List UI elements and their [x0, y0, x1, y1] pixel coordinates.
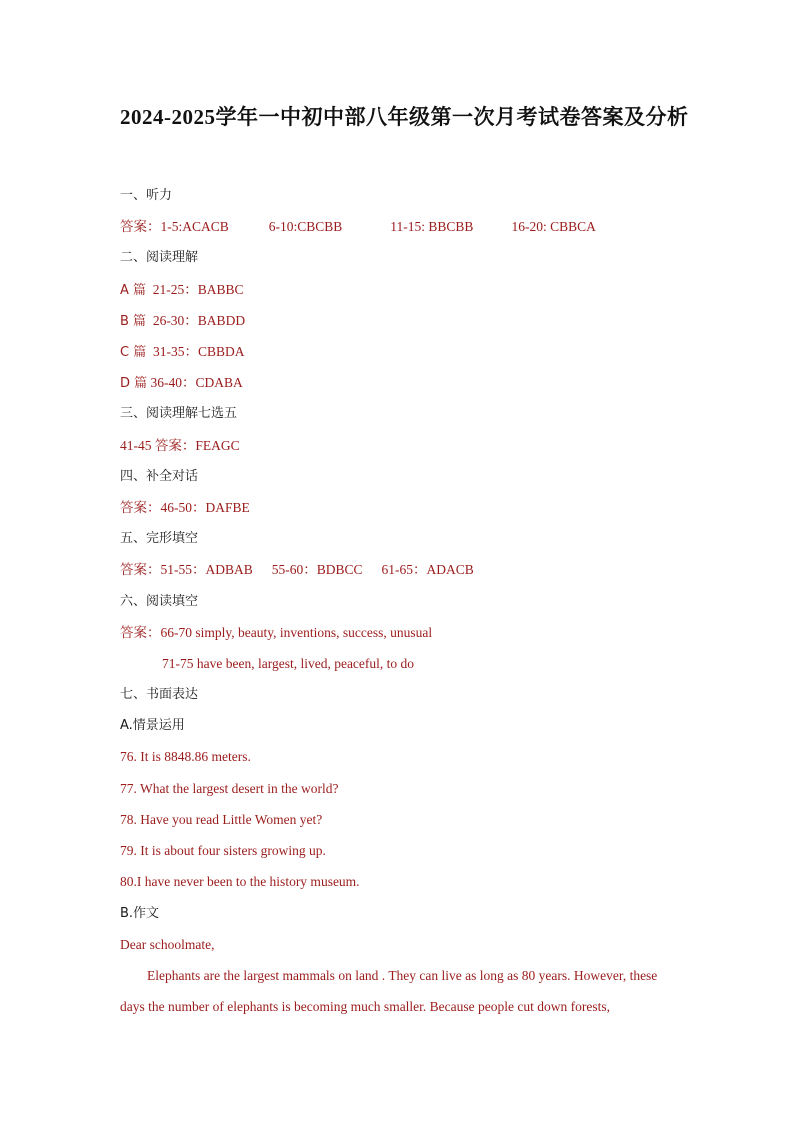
- cloze-answer-61-65: 61-65：ADACB: [381, 562, 474, 577]
- section-heading-seven-five: 三、阅读理解七选五: [120, 406, 238, 421]
- reading-passage-d: [120, 373, 243, 394]
- fill-answers-66-70: 答案：66-70 simply, beauty, inventions, success, unusual: [120, 625, 433, 640]
- cloze-answers: [120, 560, 474, 580]
- cloze-answer-55-60: 55-60：BDBCC: [271, 562, 363, 577]
- subsection-label-b: B.作文: [120, 906, 160, 921]
- document-title: 2024-2025学年一中初中部八年级第一次月考试卷答案及分析: [120, 105, 689, 129]
- passage-label-b: B 篇: [120, 314, 147, 329]
- seven-five-answers: 41-45 答案：FEAGC: [120, 438, 240, 453]
- passage-label-c: C 篇: [120, 345, 147, 360]
- answer-79: 79. It is about four sisters growing up.: [120, 843, 326, 858]
- passage-answer-c: 31-35：CBBDA: [152, 344, 245, 359]
- passage-answer-a: 21-25：BABBC: [152, 282, 244, 297]
- listening-answer-6-10: 6-10:CBCBB: [268, 219, 343, 234]
- section-heading-dialogue: 四、补全对话: [120, 469, 199, 484]
- listening-answer-1-5: 答案：1-5:ACACB: [120, 219, 229, 234]
- passage-answer-b: 26-30：BABDD: [152, 313, 246, 328]
- answer-77: 77. What the largest desert in the world?: [120, 781, 339, 796]
- answer-80: 80.I have never been to the history museum.: [120, 874, 360, 889]
- essay-greeting: Dear schoolmate,: [120, 937, 215, 952]
- passage-label-d: D 篇: [120, 376, 148, 391]
- listening-answer-16-20: 16-20: CBBCA: [511, 219, 596, 234]
- section-heading-fill: 六、阅读填空: [120, 594, 199, 609]
- passage-label-a: A 篇: [120, 283, 147, 298]
- section-heading-reading: 二、阅读理解: [120, 250, 199, 265]
- answer-76: 76. It is 8848.86 meters.: [120, 749, 251, 764]
- section-heading-writing: 七、书面表达: [120, 687, 199, 702]
- section-heading-listening: 一、听力: [120, 188, 173, 203]
- listening-answers: [120, 217, 596, 237]
- answer-78: 78. Have you read Little Women yet?: [120, 812, 323, 827]
- fill-answers-71-75: 71-75 have been, largest, lived, peaceful, to do: [162, 656, 415, 671]
- passage-answer-d: 36-40：CDABA: [150, 375, 243, 390]
- listening-answer-11-15: 11-15: BBCBB: [390, 219, 474, 234]
- cloze-answer-51-55: 答案：51-55：ADBAB: [120, 562, 253, 577]
- reading-passage-c: [120, 342, 244, 363]
- section-heading-cloze: 五、完形填空: [120, 531, 199, 546]
- reading-passage-a: [120, 280, 244, 301]
- subsection-label-a: A.情景运用: [120, 718, 185, 733]
- dialogue-answers: 答案：46-50：DAFBE: [120, 500, 250, 515]
- essay-paragraph: Elephants are the largest mammals on land . They can live as long as 80 years. However, these days the number of elephants is becoming much smaller. Because people cut down forests,: [120, 968, 658, 1014]
- reading-passage-b: [120, 311, 245, 332]
